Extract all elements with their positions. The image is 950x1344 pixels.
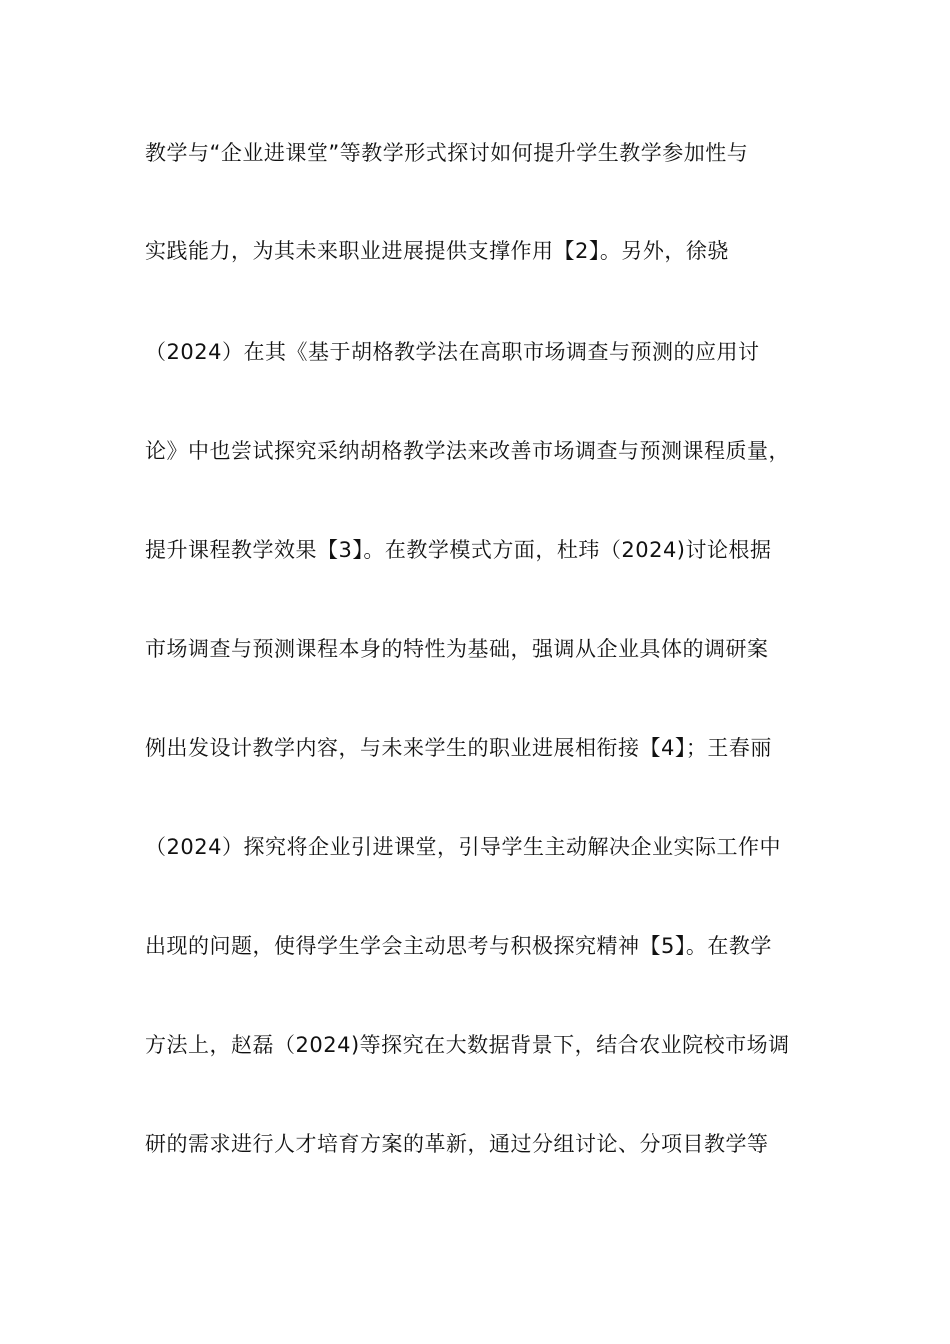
text-line: 教学与“企业进课堂”等教学形式探讨如何提升学生教学参加性与 <box>145 141 749 165</box>
text-line: 提升课程教学效果【3】。在教学模式方面，杜玮（2024)讨论根据 <box>145 538 772 562</box>
text-line: （2024）探究将企业引进课堂，引导学生主动解决企业实际工作中 <box>145 835 781 859</box>
text-line: 市场调查与预测课程本身的特性为基础，强调从企业具体的调研案 <box>145 637 769 661</box>
text-line: 例出发设计教学内容，与未来学生的职业进展相衔接【4】；王春丽 <box>145 736 772 760</box>
text-line: （2024）在其《基于胡格教学法在高职市场调查与预测的应用讨 <box>145 340 760 364</box>
text-line: 研的需求进行人才培育方案的革新，通过分组讨论、分项目教学等 <box>145 1132 769 1156</box>
text-line: 实践能力，为其未来职业进展提供支撑作用【2】。另外，徐骁 <box>145 239 729 263</box>
text-line: 方法上，赵磊（2024)等探究在大数据背景下，结合农业院校市场调 <box>145 1033 790 1057</box>
text-line: 论》中也尝试探究采纳胡格教学法来改善市场调查与预测课程质量， <box>145 439 790 463</box>
text-line: 出现的问题，使得学生学会主动思考与积极探究精神【5】。在教学 <box>145 934 772 958</box>
